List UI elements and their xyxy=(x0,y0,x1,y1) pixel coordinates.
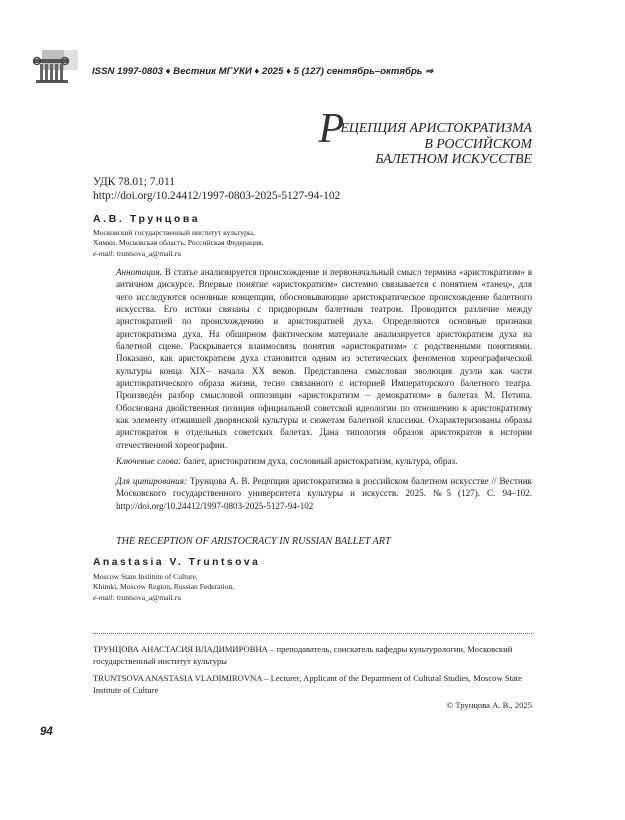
keywords xyxy=(116,455,532,467)
keywords-text: балет, аристократизм духа, сословный аристократизм, культура, образ. xyxy=(183,456,458,466)
journal-header: ISSN 1997-0803 ♦ Вестник МГУКИ ♦ 2025 ♦ 5 (127) сентябрь–октябрь ⇒ xyxy=(92,66,434,77)
article-title xyxy=(318,106,532,167)
english-affiliation xyxy=(93,572,234,603)
author-affiliation xyxy=(93,228,264,259)
affiliation-org: Московский государственный институт культуры, xyxy=(93,228,255,237)
abstract-text: В статье анализируется происхождение и первоначальный смысл термина «аристократизм» в античном дискурсе. Впервые понятие «аристократизм» системно связывается с понятием «танец», для чего исследуются основные концепции, обосновывающие аристократическое происхождение балетного искусства. Его истоки связаны с придворным балетным театром. Проводится различие между аристократией по происхождению и аристократией духа. Определяются основные признаки аристократизма духа. На обширном фактическом материале анализируется аристократизм духа на балетной сцене. Раскрывается взаимосвязь понятия «аристократизм» с родственными понятиями. Показано, как аристократизм духа становится одним из эстетических феноменов хореографической культуры конца XIX– начала XX веков. Представлена смысловая эволюция дуэли как части аристократического образа жизни, тесно связанного с историей Императорского балетного театра. Произведён разбор смысловой оппозиции «аристократизм – демократизм» в балетах М. Петипа. Обоснована двойственная позиция официальной советской идеологии по отношению к аристократизму как элементу отжившей дворянской культуры и сюжетам балетной классики. Охарактеризованы образы аристократов в отдельных советских балетах. Дана типология образов аристократов в истории отечественной хореографии. xyxy=(116,267,533,450)
author-bio-ru: ТРУНЦОВА АНАСТАСИЯ ВЛАДИМИРОВНА – преподаватель, соискатель кафедры культурологии, Московский государственный институт культуры xyxy=(93,644,513,666)
title-line-3: БАЛЕТНОМ ИСКУССТВЕ xyxy=(375,151,532,166)
citation-label: Для цитирования: xyxy=(116,476,187,486)
journal-logo xyxy=(28,50,78,86)
udc-code: УДК 78.01; 7.011 xyxy=(93,176,175,188)
title-drop-cap: Р xyxy=(318,106,345,152)
keywords-label: Ключевые слова: xyxy=(116,456,182,466)
doi-link[interactable]: http://doi.org/10.24412/1997-0803-2025-5127-94-102 xyxy=(93,189,341,202)
citation-text: Трунцова А. В. Рецепция аристократизма в российском балетном искусстве // Вестник Московского государственного университета культуры и искусств. 2025. №5 (127). С. 94–102. http://doi.org/10.24412/1997-0803-2025-5127-94-102 xyxy=(116,476,532,511)
title-line-2: В РОССИЙСКОМ xyxy=(424,135,532,151)
copyright: © Трунцова А. В., 2025 xyxy=(446,700,532,710)
english-email[interactable]: truntsova_a@mail.ru xyxy=(116,592,181,602)
english-author-name: Anastasia V. Truntsova xyxy=(93,557,261,568)
author-name: А.В. Трунцова xyxy=(93,213,201,225)
author-bio-en: TRUNTSOVA ANASTASIA VLADIMIROVNA – Lecturer, Applicant of the Department of Cultural Studies, Moscow State Institute of Culture xyxy=(93,673,523,695)
udc-block xyxy=(93,176,340,203)
english-title: THE RECEPTION OF ARISTOCRACY IN RUSSIAN BALLET ART xyxy=(116,536,391,547)
abstract xyxy=(116,266,532,451)
english-email-label: e-mail: xyxy=(93,592,115,602)
title-line-1: ЕЦЕПЦИЯ АРИСТОКРАТИЗМА xyxy=(340,120,532,135)
abstract-label: Аннотация. xyxy=(116,267,162,277)
page-number: 94 xyxy=(40,726,53,738)
footnote-divider xyxy=(93,633,532,634)
author-email[interactable]: truntsova_a@mail.ru xyxy=(116,248,181,258)
affiliation-city: Химки, Московская область, Российская Федерация, xyxy=(93,238,264,248)
english-affiliation-city: Khimki, Moscow Region, Russian Federation, xyxy=(93,582,235,592)
email-label: e-mail: xyxy=(93,248,115,258)
citation xyxy=(116,475,532,512)
english-affiliation-org: Moscow State Institute of Culture, xyxy=(93,572,198,581)
